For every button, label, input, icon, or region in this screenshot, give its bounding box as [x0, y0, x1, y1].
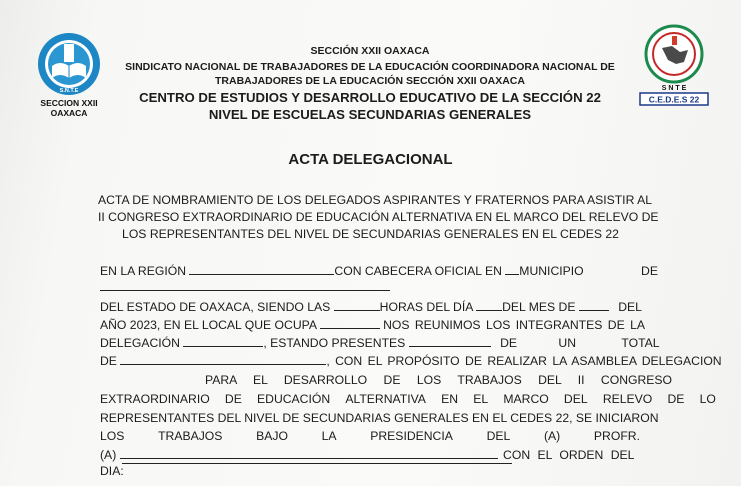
form-word: LA: [321, 429, 337, 443]
blank-line[interactable]: [100, 290, 390, 291]
svg-text:C.E.D.E.S 22: C.E.D.E.S 22: [648, 94, 700, 105]
total-blank[interactable]: [120, 353, 326, 365]
form-text: TOTAL: [621, 336, 660, 350]
form-line: [100, 447, 634, 462]
form-word: DE: [667, 392, 685, 406]
form-word: DE: [224, 392, 242, 406]
form-word: LOS: [100, 429, 125, 443]
svg-text:OAXACA: OAXACA: [50, 108, 88, 118]
union-name-line1: SINDICATO NACIONAL DE TRABAJADORES DE LA EDUCACIÓN COORDINADORA NACIONAL DE: [125, 61, 615, 73]
form-word: EDUCACIÓN: [257, 392, 331, 406]
form-line: [100, 299, 642, 314]
form-word: DEL: [563, 392, 588, 406]
center-name: CENTRO DE ESTUDIOS Y DESARROLLO EDUCATIVO DE LA SECCIÓN 22: [139, 90, 601, 105]
form-text: CON CABECERA OFICIAL EN: [334, 264, 502, 278]
form-text: DE: [100, 354, 117, 368]
snte-logo: [30, 30, 108, 120]
form-text: DEL ESTADO DE OAXACA, SIENDO LAS: [100, 300, 331, 314]
form-text: MUNICIPIO: [519, 264, 584, 278]
region-blank[interactable]: [189, 263, 334, 275]
form-line: PARA EL DESARROLLO DE LOS TRABAJOS DEL II CONGRESO: [205, 373, 673, 387]
form-line: [100, 464, 124, 478]
form-text: CON EL ORDEN DEL: [503, 448, 635, 462]
form-text: , ESTANDO PRESENTES: [263, 336, 406, 350]
delegation-blank[interactable]: [183, 335, 263, 347]
form-word: EN: [441, 392, 459, 406]
form-text: DELEGACIÓN: [100, 336, 180, 350]
intro-line: II CONGRESO EXTRAORDINARIO DE EDUCACIÓN ALTERNATIVA EN EL MARCO DEL RELEVO DE: [98, 210, 659, 224]
form-word: (A): [543, 429, 561, 443]
level-name: NIVEL DE ESCUELAS SECUNDARIAS GENERALES: [208, 107, 532, 122]
form-text: DIA:: [100, 464, 124, 478]
form-text: AÑO 2023, EN EL LOCAL QUE OCUPA: [100, 318, 317, 332]
form-word: MARCO: [503, 392, 549, 406]
form-word: LO: [699, 392, 716, 406]
form-word: BAJO: [256, 429, 288, 443]
intro-line: ACTA DE NOMBRAMIENTO DE LOS DELEGADOS ASPIRANTES Y FRATERNOS PARA ASISTIR AL: [98, 193, 652, 207]
form-text: DE: [641, 264, 658, 278]
form-text: , CON EL PROPÓSITO DE REALIZAR LA ASAMBLEA DELEGACION: [326, 354, 722, 368]
form-line: [100, 353, 722, 368]
blank-line[interactable]: [122, 463, 512, 464]
form-text: NOS REUNIMOS LOS INTEGRANTES DE LA: [383, 318, 645, 332]
day-blank[interactable]: [476, 299, 502, 311]
intro-line: LOS REPRESENTANTES DEL NIVEL DE SECUNDARIAS GENERALES EN EL CEDES 22: [122, 227, 619, 241]
form-word: DEL: [486, 429, 511, 443]
svg-text:S.N.T.E: S.N.T.E: [59, 88, 79, 94]
form-line: [100, 429, 640, 443]
form-word: EL: [473, 392, 489, 406]
form-word: TRABAJOS: [158, 429, 223, 443]
form-line: REPRESENTANTES DEL NIVEL DE SECUNDARIAS GENERALES EN EL CEDES 22, SE INICIARON: [100, 411, 659, 425]
month-blank[interactable]: [579, 299, 609, 311]
location-blank[interactable]: [320, 317, 380, 329]
form-text: HORAS DEL DÍA: [379, 300, 473, 314]
form-line: [100, 392, 716, 406]
form-text: (A): [100, 448, 117, 462]
section-heading: SECCIÓN XXII OAXACA: [310, 45, 430, 57]
form-word: EXTRAORDINARIO: [100, 392, 210, 406]
form-word: ALTERNATIVA: [345, 392, 426, 406]
president-blank[interactable]: [120, 447, 498, 459]
document-title: ACTA DELEGACIONAL: [288, 151, 453, 168]
form-word: PROFR.: [593, 429, 640, 443]
union-name-line2: TRABAJADORES DE LA EDUCACIÓN SECCIÓN XXII OAXACA: [215, 75, 525, 87]
form-word: PRESIDENCIA: [370, 429, 453, 443]
form-line: [100, 317, 645, 332]
form-line: [100, 335, 660, 350]
svg-text:SECCION XXII: SECCION XXII: [40, 98, 98, 108]
form-text: UN: [558, 336, 577, 350]
cabecera-blank[interactable]: [505, 263, 519, 275]
form-text: DEL: [618, 300, 642, 314]
form-line: [100, 263, 658, 278]
present-blank[interactable]: [409, 335, 491, 347]
form-word: RELEVO: [602, 392, 653, 406]
form-text: EN LA REGIÓN: [100, 264, 187, 278]
hours-blank[interactable]: [334, 299, 380, 311]
svg-text:S N T E: S N T E: [661, 85, 687, 92]
form-text: DEL MES DE: [502, 300, 576, 314]
form-text: DE: [500, 336, 518, 350]
cedes-logo: [632, 24, 716, 106]
